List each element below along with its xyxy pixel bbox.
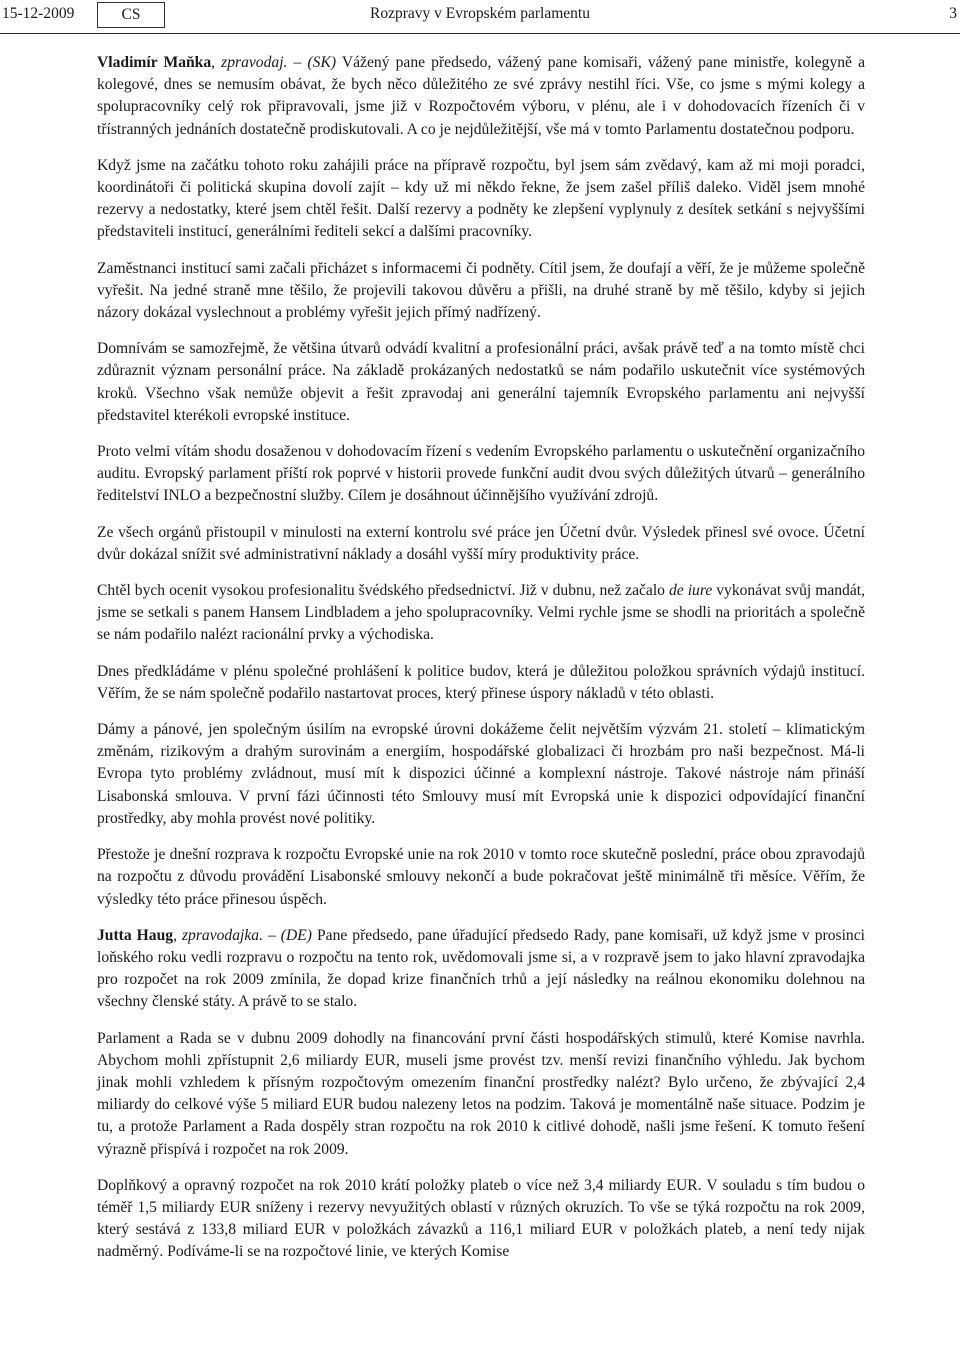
paragraph: Domnívám se samozřejmě, že většina útvarů odvádí kvalitní a profesionální práci, avšak právě teď a na tomto místě chci zdůraznit význam personální práce. Na základě prokázaných nedostatků se nám podařilo uskutečnit více systémových kroků. Všechno však nemůže objevit a řešit zpravodaj ani generální tajemník Evropského parlamentu ani nejvyšší představitel kterékoli evropské instituce.	[97, 340, 865, 424]
page-header	[0, 0, 960, 34]
speaker-name: Jutta Haug	[97, 926, 174, 944]
speaker-role: , zpravodaj.	[211, 54, 288, 71]
latin-term: de iure	[668, 582, 713, 600]
paragraph-text: Chtěl bych ocenit vysokou profesionalitu švédského předsednictví. Již v dubnu, než začalo	[97, 582, 669, 600]
paragraph-text: Pane předsedo, pane úřadující předsedo Rady, pane komisaři, už když jsme v prosinci loňského roku vedli rozpravu o rozpočtu na tento rok, uvědomovali jsme si, a v rozpravě jsem to jako hlavní zpravodajka pro rozpočet na rok 2009 zmínila, že dopad krize finančních trhů a její následky na reálnou ekonomiku dolehnou na všechny členské státy. A právě to se stalo.	[97, 926, 865, 1011]
speaker-language: – (SK)	[287, 54, 337, 71]
paragraph-text: Vážený pane předsedo, vážený pane komisaři, vážený pane ministře, kolegyně a kolegové, dnes se nemusím obávat, že bych něco důležitého ze své zprávy nestihl říci. Vše, co jsme s mými kolegy a spolupracovníky celý rok připravovali, jsme již v Rozpočtovém výboru, v plénu, ale i v dohodovacích řízeních či v třístranných jednáních dostatečně prodiskutovali. A co je nejdůležitější, vše má v tomto Parlamentu dostatečnou podporu.	[97, 54, 865, 138]
paragraph: Ze všech orgánů přistoupil v minulosti na externí kontrolu své práce jen Účetní dvůr. Výsledek přinesl své ovoce. Účetní dvůr dokázal snížit své administrativní náklady a dosáhl vyšší míry produktivity práce.	[97, 523, 865, 563]
header-title: Rozpravy v Evropském parlamentu	[370, 5, 590, 22]
paragraph: Když jsme na začátku tohoto roku zahájili práce na přípravě rozpočtu, byl jsem sám zvědavý, kam až mi moji poradci, koordinátoři či politická skupina dovolí zajít – kdy už mi někdo řekne, že jsem zašel příliš daleko. Viděl jsem mnohé rezervy a nedostatky, které jsem chtěl řešit. Další rezervy a podněty ke zlepšení vyplynuly z desítek setkání s nejvyššími představiteli institucí, generálními řediteli sekcí a dalšími pracovníky.	[97, 156, 865, 241]
paragraph: Parlament a Rada se v dubnu 2009 dohodly na financování první části hospodářských stimulů, které Komise navrhla. Abychom mohli zpřístupnit 2,6 miliardy EUR, museli jsme provést tzv. menší revizi finančního výhledu. Jak bychom jinak mohli vzhledem k přísným rozpočtovým omezením finanční prostředky nalézt? Bylo určeno, že zbývající 2,4 miliardy do celkové výše 5 miliard EUR budou nalezeny letos na podzim. Taková je momentálně naše situace. Podzim je tu, a protože Parlament a Rada dospěly stran rozpočtu na rok 2010 k citlivé dohodě, našli jsme řešení. K tomuto řešení výrazně přispívá i rozpočet na rok 2009.	[97, 1029, 865, 1158]
page-number: 3	[949, 5, 957, 22]
paragraph-speaker-manka	[97, 52, 865, 141]
speaker-role: , zpravodajka.	[173, 926, 263, 944]
paragraph: Přestože je dnešní rozprava k rozpočtu Evropské unie na rok 2010 v tomto roce skutečně poslední, práce obou zpravodajů na rozpočtu z důvodu provádění Lisabonské smlouvy nekončí a bude pokračovat ještě minimálně tři měsíce. Věřím, že výsledky této práce přinesou úspěch.	[97, 846, 865, 908]
paragraph: Dámy a pánové, jen společným úsilím na evropské úrovni dokážeme čelit největším výzvám 21. století – klimatickým změnám, rizikovým a drahým surovinám a energiím, hospodářské globalizaci či hrozbám pro naši bezpečnost. Má-li Evropa tyto problémy zvládnout, musí mít k dispozici účinné a komplexní nástroje. Takové nástroje nám přináší Lisabonská smlouva. V první fázi účinnosti této Smlouvy musí mít Evropská unie k dispozici odpovídající finanční prostředky, aby mohla provést nové politiky.	[97, 721, 865, 827]
paragraph: Proto velmi vítám shodu dosaženou v dohodovacím řízení s vedením Evropského parlamentu o uskutečnění organizačního auditu. Evropský parlament příští rok poprvé v historii provede funkční audit dvou svých důležitých útvarů – generálního ředitelství INLO a bezpečnostní služby. Cílem je dosáhnout účinnějšího využívání zdrojů.	[97, 443, 865, 505]
paragraph: Dnes předkládáme v plénu společné prohlášení k politice budov, která je důležitou položkou správních výdajů institucí. Věřím, že se nám společně podařilo nastartovat proces, který přinese úspory nákladů v této oblasti.	[97, 662, 865, 702]
speaker-name: Vladimír Maňka	[97, 54, 212, 71]
document-body	[97, 52, 865, 1278]
paragraph: Doplňkový a opravný rozpočet na rok 2010 krátí položky plateb o více než 3,4 miliardy EUR. V souladu s tím budou o téměř 1,5 miliardy EUR sníženy i rezervy nevyužitých oblastí v různých okruzích. To vše se týká rozpočtu na rok 2009, který sestává z 133,8 miliard EUR v položkách závazků a 116,1 miliard EUR v položkách plateb, a není tedy nijak nadměrný. Podíváme-li se na rozpočtové linie, ve kterých Komise	[97, 1176, 865, 1261]
header-date: 15-12-2009	[2, 5, 75, 22]
language-badge: CS	[97, 2, 165, 28]
paragraph-text: vykonávat svůj mandát, jsme se setkali s panem Hansem Lindbladem a jeho spolupracovníky. Velmi rychle jsme se shodli na prioritách a společně se nám podařilo nalézt racionální prvky a východiska.	[97, 582, 865, 644]
paragraph: Zaměstnanci institucí sami začali přicházet s informacemi či podněty. Cítil jsem, že doufají a věří, že je můžeme společně vyřešit. Na jedné straně mne těšilo, že projevili takovou důvěru a přišli, na druhé straně by mě těšilo, kdyby si jejich názory dokázal vyslechnout a problémy vyřešit jejich přímý nadřízený.	[97, 259, 865, 322]
paragraph-speaker-haug	[97, 925, 865, 1014]
speaker-language: – (DE)	[262, 926, 312, 944]
paragraph-de-iure	[97, 580, 865, 647]
